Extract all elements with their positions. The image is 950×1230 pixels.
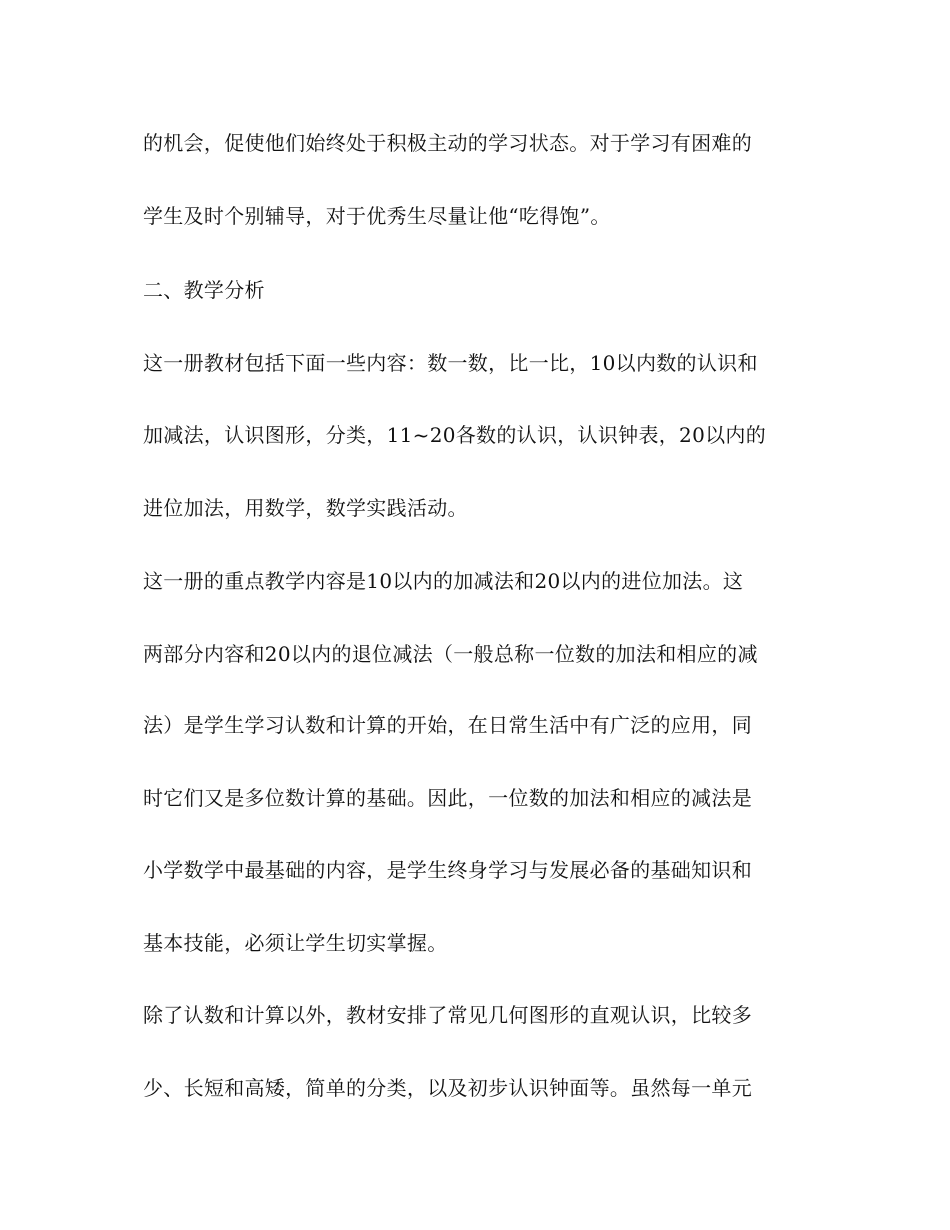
paragraph-line: 这一册的重点教学内容是10以内的加减法和20以内的进位加法。这 (143, 569, 744, 593)
paragraph-line: 时它们又是多位数计算的基础。因此，一位数的加法和相应的减法是 (143, 786, 752, 810)
paragraph-line: 学生及时个别辅导，对于优秀生尽量让他“吃得饱”。 (143, 204, 611, 228)
paragraph-line: 的机会，促使他们始终处于积极主动的学习状态。对于学习有困难的 (143, 131, 752, 155)
paragraph-line: 基本技能，必须让学生切实掌握。 (143, 931, 448, 955)
paragraph-line: 两部分内容和20以内的退位减法（一般总称一位数的加法和相应的减 (143, 642, 758, 666)
paragraph-line: 少、长短和高矮，简单的分类，以及初步认识钟面等。虽然每一单元 (143, 1076, 752, 1100)
paragraph-line: 小学数学中最基础的内容，是学生终身学习与发展必备的基础知识和 (143, 858, 752, 882)
paragraph-line: 除了认数和计算以外，教材安排了常见几何图形的直观认识，比较多 (143, 1003, 752, 1027)
paragraph-line: 这一册教材包括下面一些内容：数一数，比一比，10以内数的认识和 (143, 351, 758, 375)
paragraph-line: 加减法，认识图形，分类，11~20各数的认识，认识钟表，20以内的 (143, 423, 767, 447)
paragraph-line: 进位加法，用数学，数学实践活动。 (143, 496, 468, 520)
paragraph-line: 法）是学生学习认数和计算的开始，在日常生活中有广泛的应用，同 (143, 713, 752, 737)
section-heading: 二、教学分析 (143, 278, 265, 302)
